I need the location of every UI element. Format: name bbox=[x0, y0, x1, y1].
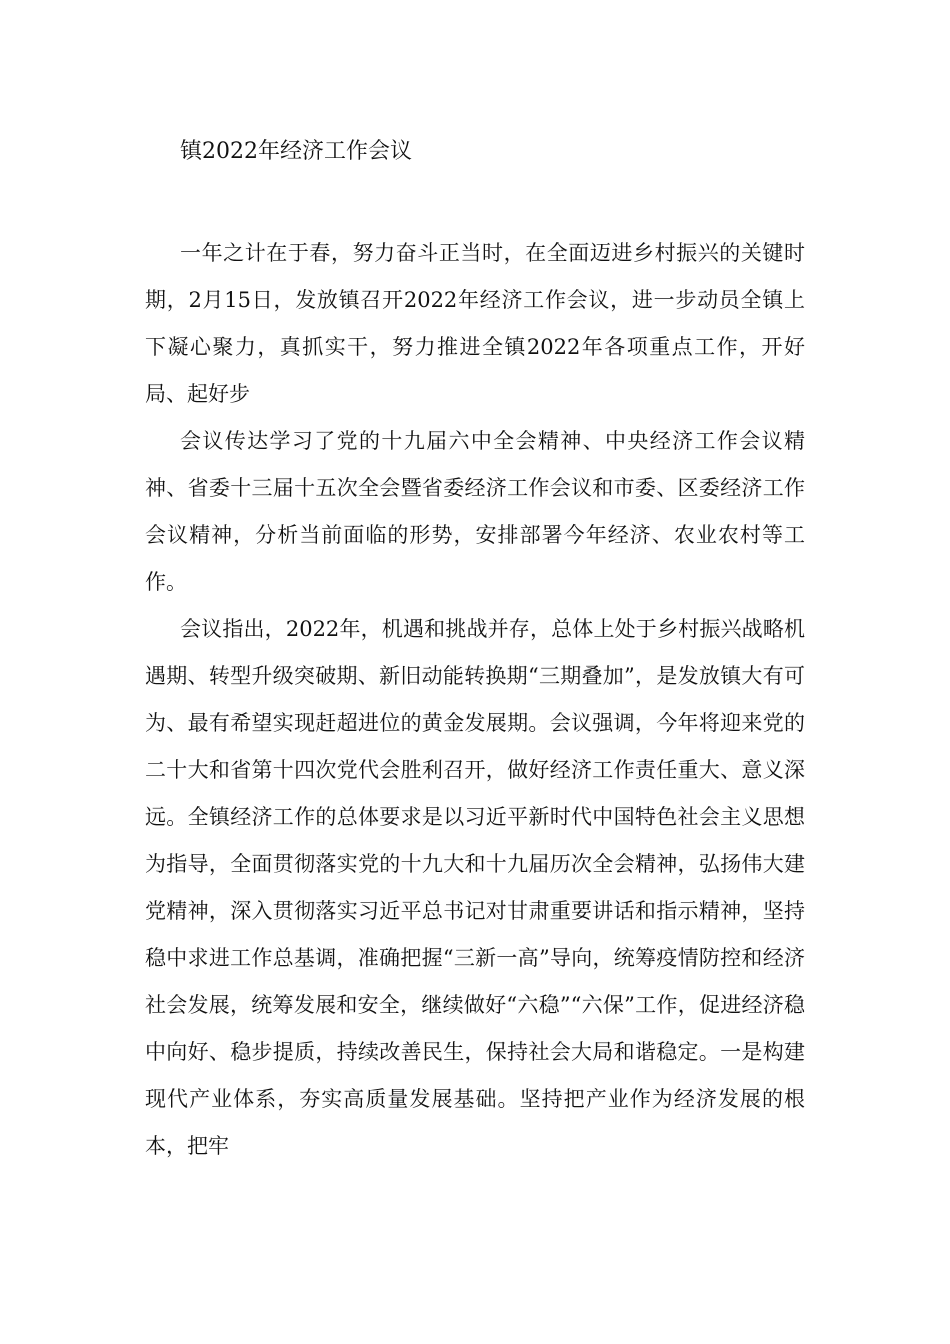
paragraph: 会议指出，2022年，机遇和挑战并存，总体上处于乡村振兴战略机遇期、转型升级突破期、新旧动能转换期“三期叠加”，是发放镇大有可为、最有希望实现赶超进位的黄金发展期。会议强调，今年将迎来党的二十大和省第十四次党代会胜利召开，做好经济工作责任重大、意义深远。全镇经济工作的总体要求是以习近平新时代中国特色社会主义思想为指导，全面贯彻落实党的十九大和十九届历次全会精神，弘扬伟大建党精神，深入贯彻落实习近平总书记对甘肃重要讲话和指示精神，坚持稳中求进工作总基调，准确把握“三新一高”导向，统筹疫情防控和经济社会发展，统筹发展和安全，继续做好“六稳”“六保”工作，促进经济稳中向好、稳步提质，持续改善民生，保持社会大局和谐稳定。一是构建现代产业体系，夯实高质量发展基础。坚持把产业作为经济发展的根本，把牢 bbox=[145, 617, 805, 1158]
paragraph: 会议传达学习了党的十九届六中全会精神、中央经济工作会议精神、省委十三届十五次全会暨省委经济工作会议和市委、区委经济工作会议精神，分析当前面临的形势，安排部署今年经济、农业农村等工作。 bbox=[145, 429, 805, 594]
document-body bbox=[145, 230, 805, 1170]
document-title: 镇2022年经济工作会议 bbox=[180, 139, 412, 164]
paragraph: 一年之计在于春，努力奋斗正当时，在全面迈进乡村振兴的关键时期，2月15日，发放镇召开2022年经济工作会议，进一步动员全镇上下凝心聚力，真抓实干，努力推进全镇2022年各项重点工作，开好局、起好步 bbox=[145, 241, 805, 406]
